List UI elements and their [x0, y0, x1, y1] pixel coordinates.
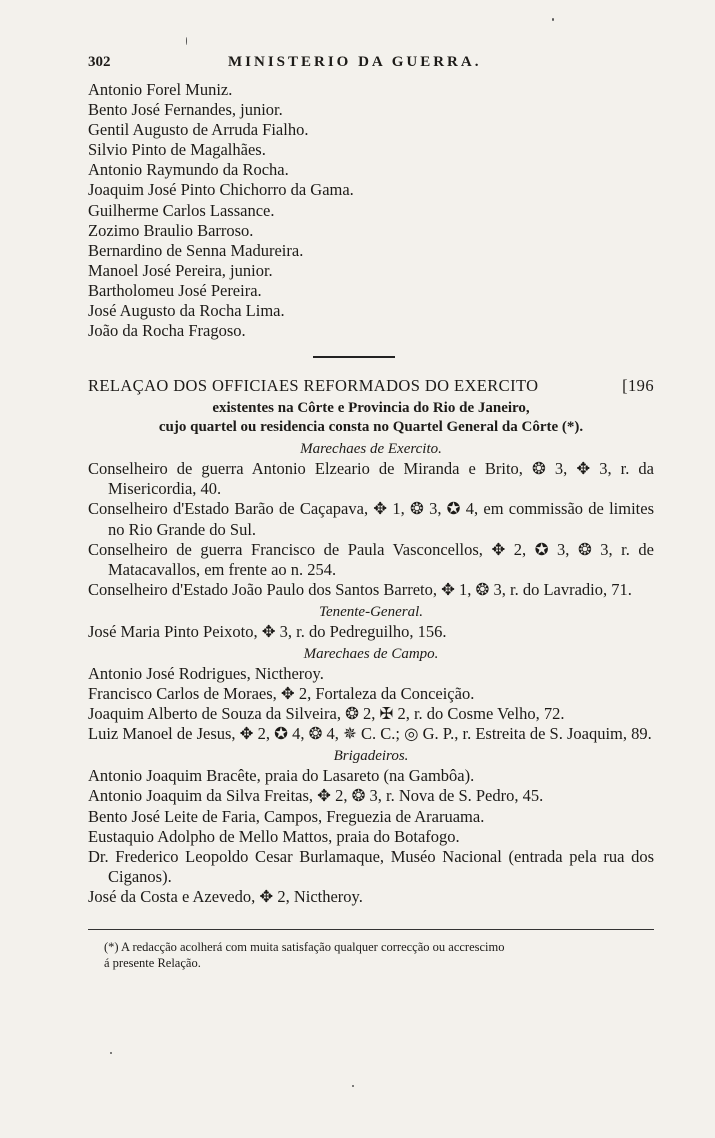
officer-entry: Francisco Carlos de Moraes, ✥ 2, Fortaleza da Conceição. [88, 684, 475, 704]
officer-entry: Conselheiro de guerra Antonio Elzeario de Miranda e Brito, ❂ 3, ✥ 3, r. da Misericordia, 40. [88, 459, 654, 499]
list-item: Zozimo Braulio Barroso. [88, 220, 254, 240]
list-item: Antonio Raymundo da Rocha. [88, 160, 289, 180]
rank-heading-marechaes-campo: Marechaes de Campo. [303, 645, 439, 662]
officer-entry: Luiz Manoel de Jesus, ✥ 2, ✪ 4, ❂ 4, ✵ C. C.; ◎ G. P., r. Estreita de S. Joaquim, 89. [88, 724, 652, 744]
list-item: Joaquim José Pinto Chichorro da Gama. [88, 180, 354, 200]
print-speck [186, 37, 187, 45]
officer-entry: Conselheiro d'Estado Barão de Caçapava, ✥ 1, ❂ 3, ✪ 4, em commissão de limites no Rio Grande do Sul. [88, 499, 654, 539]
footnote [88, 940, 654, 971]
footnote-line: (*) A redacção acolherá com muita satisfação qualquer correcção ou accrescimo [104, 940, 505, 954]
list-item: Gentil Augusto de Arruda Fialho. [88, 120, 309, 140]
officer-entry: Antonio José Rodrigues, Nictheroy. [88, 663, 324, 683]
list-item: Manoel José Pereira, junior. [88, 260, 273, 280]
section-heading-text: RELAÇAO DOS OFFICIAES REFORMADOS DO EXERCITO [88, 376, 539, 396]
page-number: 302 [88, 54, 111, 70]
running-head [88, 50, 654, 74]
document-page [88, 50, 654, 971]
rank-heading-brigadeiros: Brigadeiros. [333, 748, 409, 765]
list-item: Antonio Forel Muniz. [88, 80, 233, 99]
officer-entry: José da Costa e Azevedo, ✥ 2, Nictheroy. [88, 886, 363, 906]
section-heading-ref: [196 [622, 376, 654, 396]
list-item: Guilherme Carlos Lassance. [88, 200, 275, 220]
list-item: João da Rocha Fragoso. [88, 321, 246, 341]
officer-entry: José Maria Pinto Peixoto, ✥ 3, r. do Pedreguilho, 156. [88, 621, 447, 641]
print-speck [352, 1085, 354, 1087]
rank-heading-marechaes-exercito: Marechaes de Exercito. [300, 441, 442, 458]
list-item: Bernardino de Senna Madureira. [88, 240, 304, 260]
footnote-divider [88, 929, 654, 930]
print-speck [552, 18, 554, 21]
rank-heading-tenente-general: Tenente-General. [318, 603, 423, 620]
print-speck [110, 1052, 112, 1054]
footnote-line: á presente Relação. [104, 955, 201, 970]
officer-entry: Dr. Frederico Leopoldo Cesar Burlamaque, Muséo Nacional (entrada pela rua dos Ciganos). [88, 846, 654, 886]
list-item: Bento José Fernandes, junior. [88, 100, 283, 120]
list-item: Silvio Pinto de Magalhães. [88, 140, 266, 160]
section-divider [313, 356, 395, 358]
officer-entry: Bento José Leite de Faria, Campos, Freguezia de Araruama. [88, 806, 485, 826]
officer-name-list [88, 80, 654, 341]
officer-entry: Conselheiro d'Estado João Paulo dos Santos Barreto, ✥ 1, ❂ 3, r. do Lavradio, 71. [88, 579, 632, 599]
officer-entry: Antonio Joaquim da Silva Freitas, ✥ 2, ❂ 3, r. Nova de S. Pedro, 45. [88, 786, 544, 806]
list-item: Bartholomeu José Pereira. [88, 280, 262, 300]
section-subheading: cujo quartel ou residencia consta no Quartel General da Côrte (*). [158, 419, 584, 436]
section-subheading: existentes na Côrte e Provincia do Rio de Janeiro, [212, 400, 530, 417]
officer-entry: Joaquim Alberto de Souza da Silveira, ❂ 2, ✠ 2, r. do Cosme Velho, 72. [88, 704, 565, 724]
running-title: MINISTERIO DA GUERRA. [228, 54, 482, 70]
officer-entry: Antonio Joaquim Bracête, praia do Lasareto (na Gambôa). [88, 766, 475, 786]
section-heading [88, 376, 654, 396]
officer-entry: Conselheiro de guerra Francisco de Paula Vasconcellos, ✥ 2, ✪ 3, ❂ 3, r. de Matacavallos, em frente ao n. 254. [88, 539, 654, 579]
list-item: José Augusto da Rocha Lima. [88, 301, 285, 321]
officer-entry: Eustaquio Adolpho de Mello Mattos, praia do Botafogo. [88, 826, 460, 846]
